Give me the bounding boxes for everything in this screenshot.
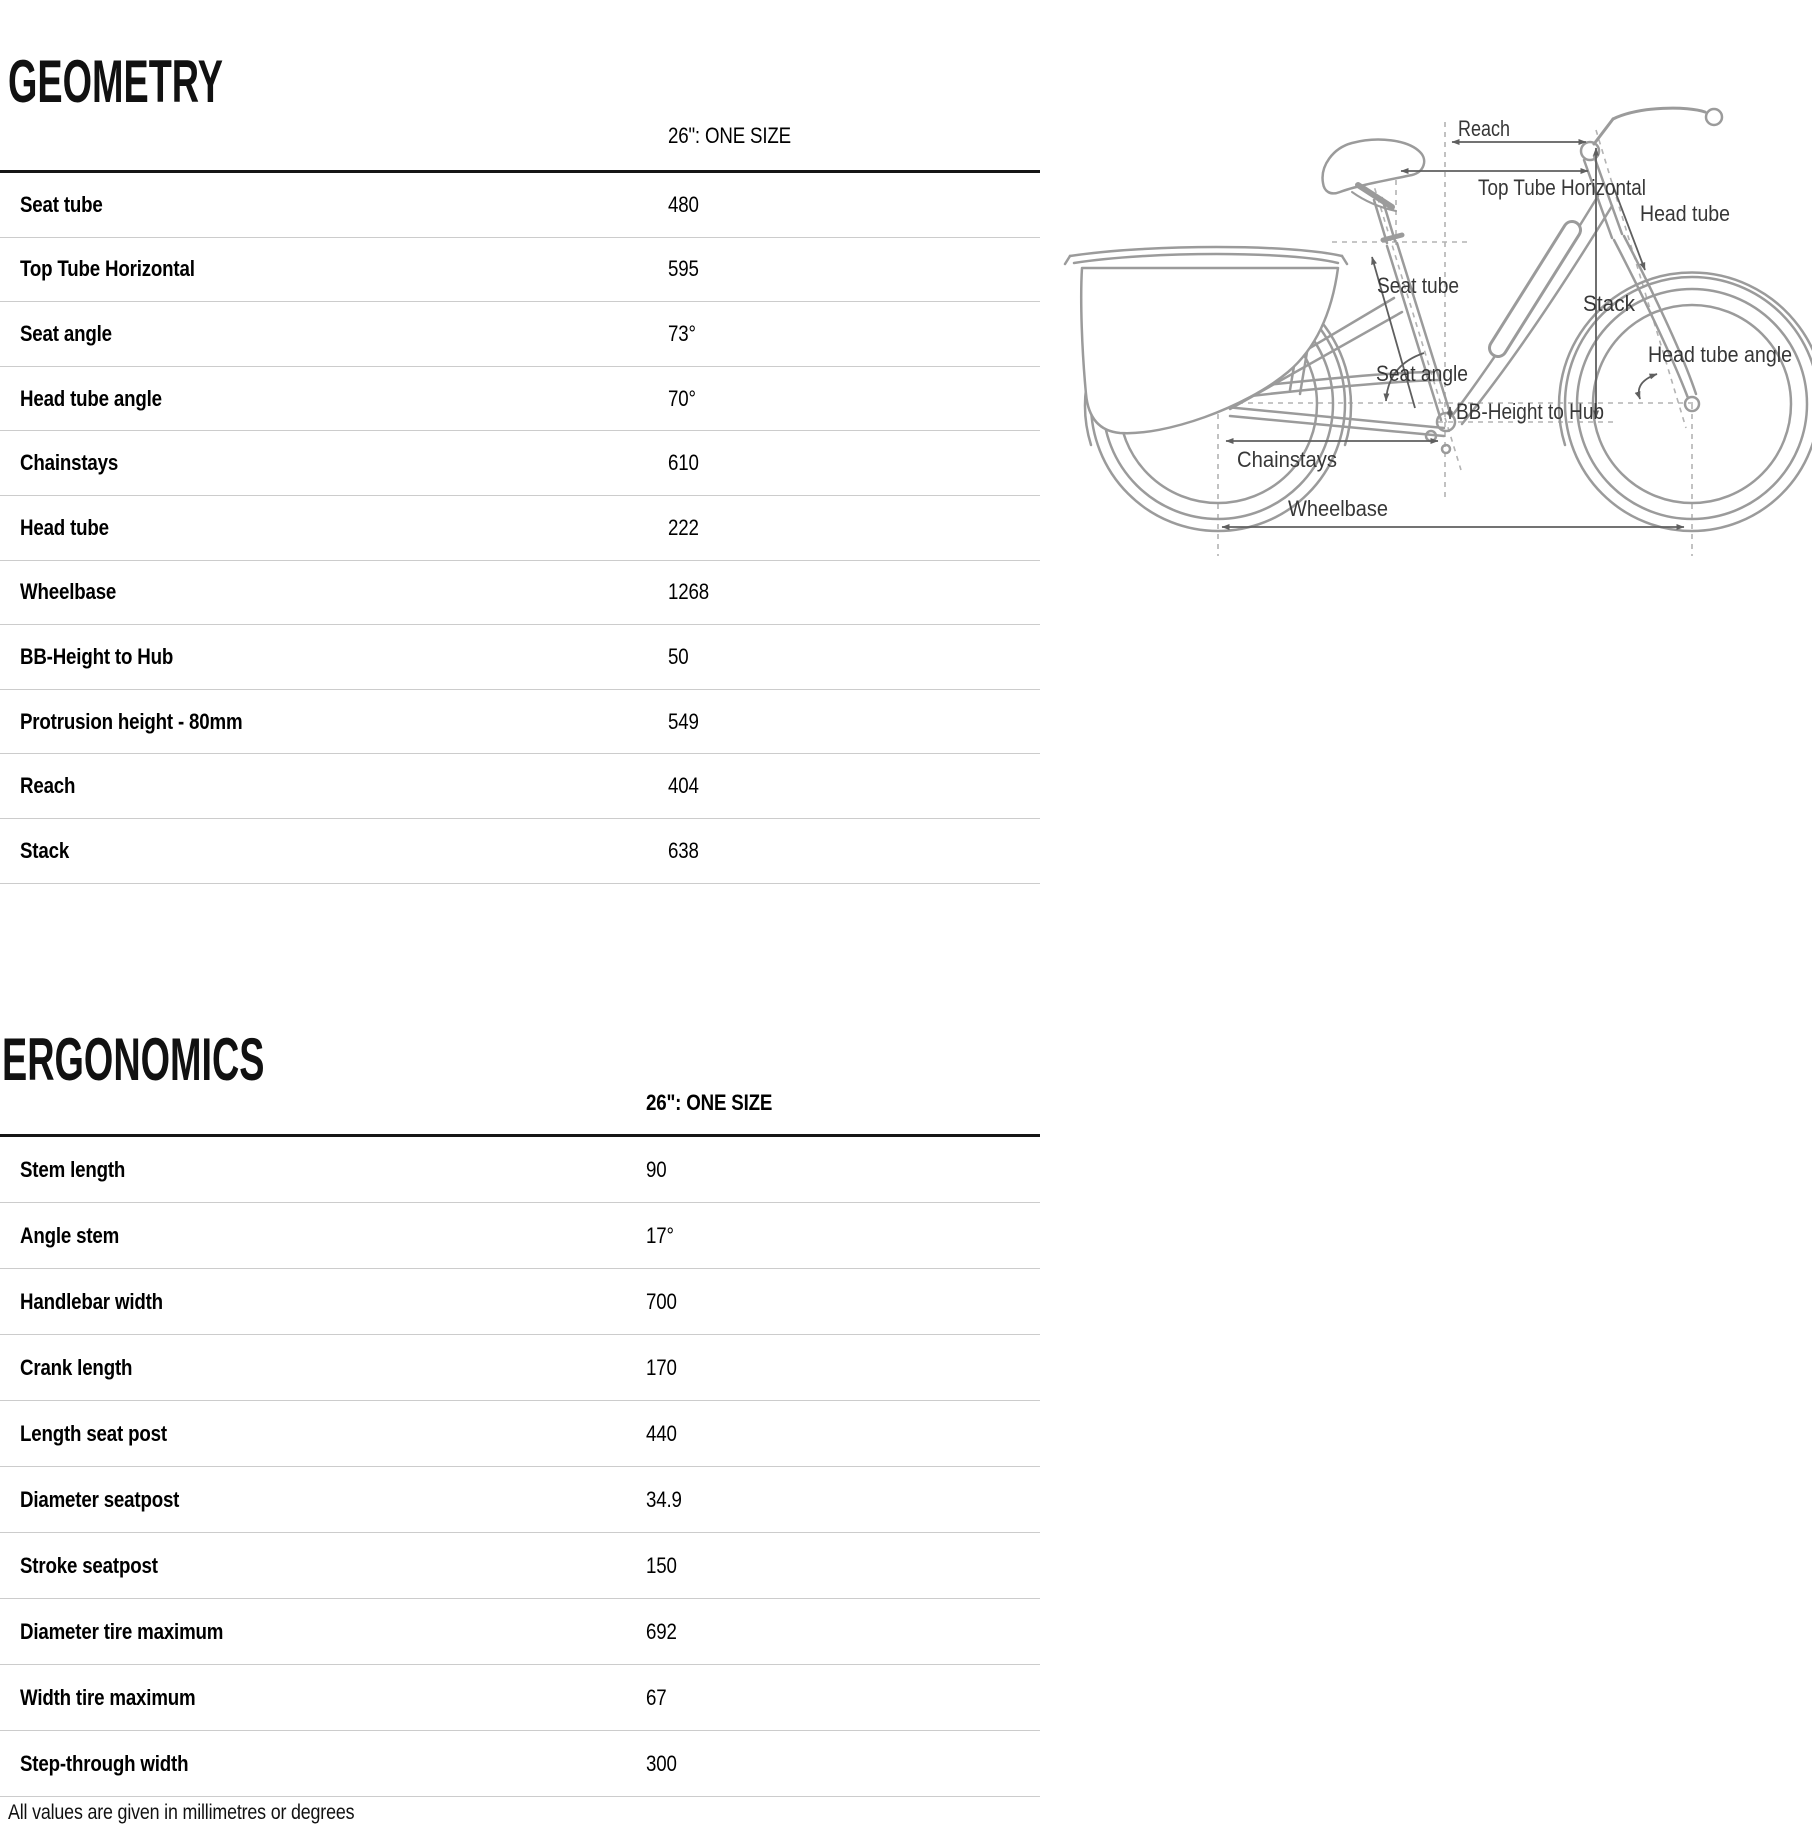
cargo-box-icon [1065, 247, 1347, 433]
row-label: Protrusion height - 80mm [20, 708, 243, 734]
row-value: 222 [668, 514, 699, 540]
row-label: Stem length [20, 1156, 126, 1182]
row-label: Seat tube [20, 191, 103, 217]
row-label: Top Tube Horizontal [20, 256, 195, 282]
table-row [0, 173, 1040, 238]
table-row [0, 1599, 1040, 1665]
table-row [0, 819, 1040, 884]
table-row [0, 1731, 1040, 1797]
row-label: Head tube [20, 514, 109, 540]
row-label: Wheelbase [20, 579, 117, 605]
row-value: 90 [646, 1156, 667, 1182]
table-row [0, 367, 1040, 432]
table-row [0, 1335, 1040, 1401]
row-value: 67 [646, 1684, 667, 1710]
row-label: Stack [20, 837, 70, 863]
head-tube-angle-arc [1639, 374, 1657, 399]
diagram-label-reach: Reach [1458, 116, 1510, 141]
diagram-label-seat-angle: Seat angle [1376, 361, 1468, 386]
table-row [0, 1269, 1040, 1335]
ergonomics-section-title: ERGONOMICS [2, 1026, 265, 1094]
row-label: Stroke seatpost [20, 1552, 158, 1578]
ergonomics-size-column-header: 26": ONE SIZE [646, 1090, 773, 1115]
geometry-table [0, 173, 1040, 884]
table-row [0, 690, 1040, 755]
row-value: 150 [646, 1552, 677, 1578]
table-row [0, 1467, 1040, 1533]
row-value: 34.9 [646, 1486, 682, 1512]
units-footnote: All values are given in millimetres or degrees [8, 1801, 355, 1824]
row-label: Step-through width [20, 1750, 189, 1776]
diagram-label-wheelbase: Wheelbase [1288, 496, 1388, 521]
diagram-label-stack: Stack [1583, 291, 1636, 316]
row-label: Diameter seatpost [20, 1486, 180, 1512]
geometry-size-column-header: 26": ONE SIZE [668, 123, 791, 148]
table-row [0, 1137, 1040, 1203]
row-value: 404 [668, 773, 699, 799]
diagram-label-chainstays: Chainstays [1237, 447, 1337, 472]
row-value: 170 [646, 1354, 677, 1380]
geometry-section-title: GEOMETRY [8, 48, 223, 116]
row-label: Handlebar width [20, 1288, 163, 1314]
row-value: 70° [668, 385, 696, 411]
table-row [0, 302, 1040, 367]
row-value: 17° [646, 1222, 674, 1248]
diagram-label-top-tube-horizontal: Top Tube Horizontal [1478, 175, 1646, 200]
row-value: 638 [668, 837, 699, 863]
diagram-label-head-tube-angle: Head tube angle [1648, 342, 1792, 367]
row-value: 1268 [668, 579, 709, 605]
row-label: Crank length [20, 1354, 133, 1380]
row-value: 73° [668, 320, 696, 346]
table-row [0, 496, 1040, 561]
row-value: 300 [646, 1750, 677, 1776]
table-row [0, 561, 1040, 626]
diagram-label-bb-height-to-hub: BB-Height to Hub [1456, 399, 1604, 424]
row-label: Length seat post [20, 1420, 167, 1446]
table-row [0, 1401, 1040, 1467]
row-value: 440 [646, 1420, 677, 1446]
row-label: BB-Height to Hub [20, 643, 174, 669]
bike-geometry-diagram [930, 80, 1812, 580]
diagram-label-head-tube: Head tube [1640, 201, 1730, 226]
row-label: Head tube angle [20, 385, 162, 411]
table-row [0, 1665, 1040, 1731]
row-label: Angle stem [20, 1222, 120, 1248]
row-value: 610 [668, 450, 699, 476]
row-value: 595 [668, 256, 699, 282]
row-value: 692 [646, 1618, 677, 1644]
row-value: 700 [646, 1288, 677, 1314]
diagram-label-seat-tube: Seat tube [1377, 273, 1459, 298]
row-label: Chainstays [20, 450, 119, 476]
row-value: 480 [668, 191, 699, 217]
table-row [0, 238, 1040, 303]
row-label: Diameter tire maximum [20, 1618, 224, 1644]
table-row [0, 431, 1040, 496]
table-row [0, 1533, 1040, 1599]
table-row [0, 1203, 1040, 1269]
row-label: Reach [20, 773, 76, 799]
row-value: 549 [668, 708, 699, 734]
table-row [0, 754, 1040, 819]
ergonomics-table [0, 1137, 1040, 1797]
row-label: Width tire maximum [20, 1684, 196, 1710]
table-row [0, 625, 1040, 690]
row-value: 50 [668, 643, 689, 669]
row-label: Seat angle [20, 320, 112, 346]
